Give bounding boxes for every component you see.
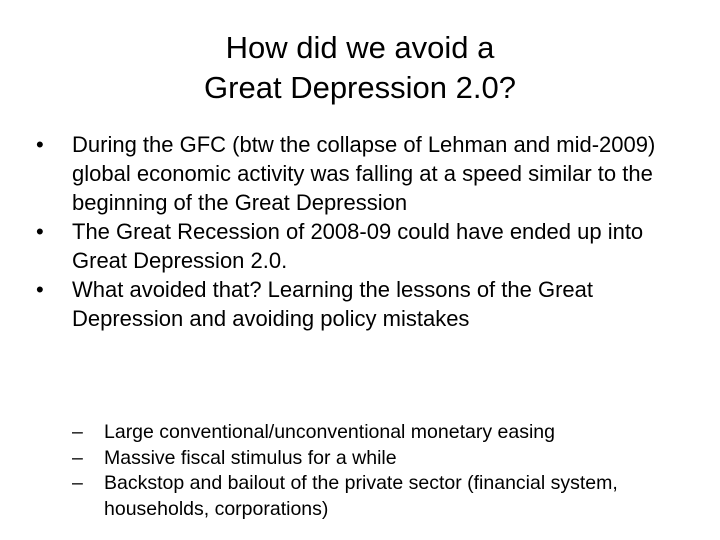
subbullet-item-1 bbox=[0, 420, 720, 446]
subbullet-item-3 bbox=[0, 471, 720, 522]
subbullet-item-2 bbox=[0, 446, 720, 472]
slide-title bbox=[0, 28, 720, 108]
subbullet-list bbox=[0, 420, 720, 522]
subbullet-text-2: Massive fiscal stimulus for a while bbox=[104, 446, 397, 469]
bullet-marker: • bbox=[36, 277, 44, 302]
bullet-list bbox=[0, 130, 720, 333]
bullet-item-2 bbox=[0, 217, 720, 275]
title-line-1: How did we avoid a bbox=[225, 30, 495, 65]
subbullet-text-3: Backstop and bailout of the private sector (financial system, households, corporations) bbox=[104, 472, 618, 520]
dash-marker: – bbox=[72, 421, 83, 443]
bullet-marker: • bbox=[36, 132, 44, 157]
bullet-text-3: What avoided that? Learning the lessons of the Great Depression and avoiding policy mistakes bbox=[72, 277, 593, 331]
bullet-item-3 bbox=[0, 275, 720, 333]
bullet-marker: • bbox=[36, 219, 44, 244]
subbullet-text-1: Large conventional/unconventional monetary easing bbox=[104, 421, 555, 443]
dash-marker: – bbox=[72, 446, 83, 469]
bullet-text-1: During the GFC (btw the collapse of Lehman and mid-2009) global economic activity was falling at a speed similar to the beginning of the Great Depression bbox=[72, 132, 656, 215]
title-line-2: Great Depression 2.0? bbox=[204, 70, 516, 105]
dash-marker: – bbox=[72, 472, 83, 494]
bullet-item-1 bbox=[0, 130, 720, 217]
bullet-text-2: The Great Recession of 2008-09 could have ended up into Great Depression 2.0. bbox=[72, 219, 644, 273]
